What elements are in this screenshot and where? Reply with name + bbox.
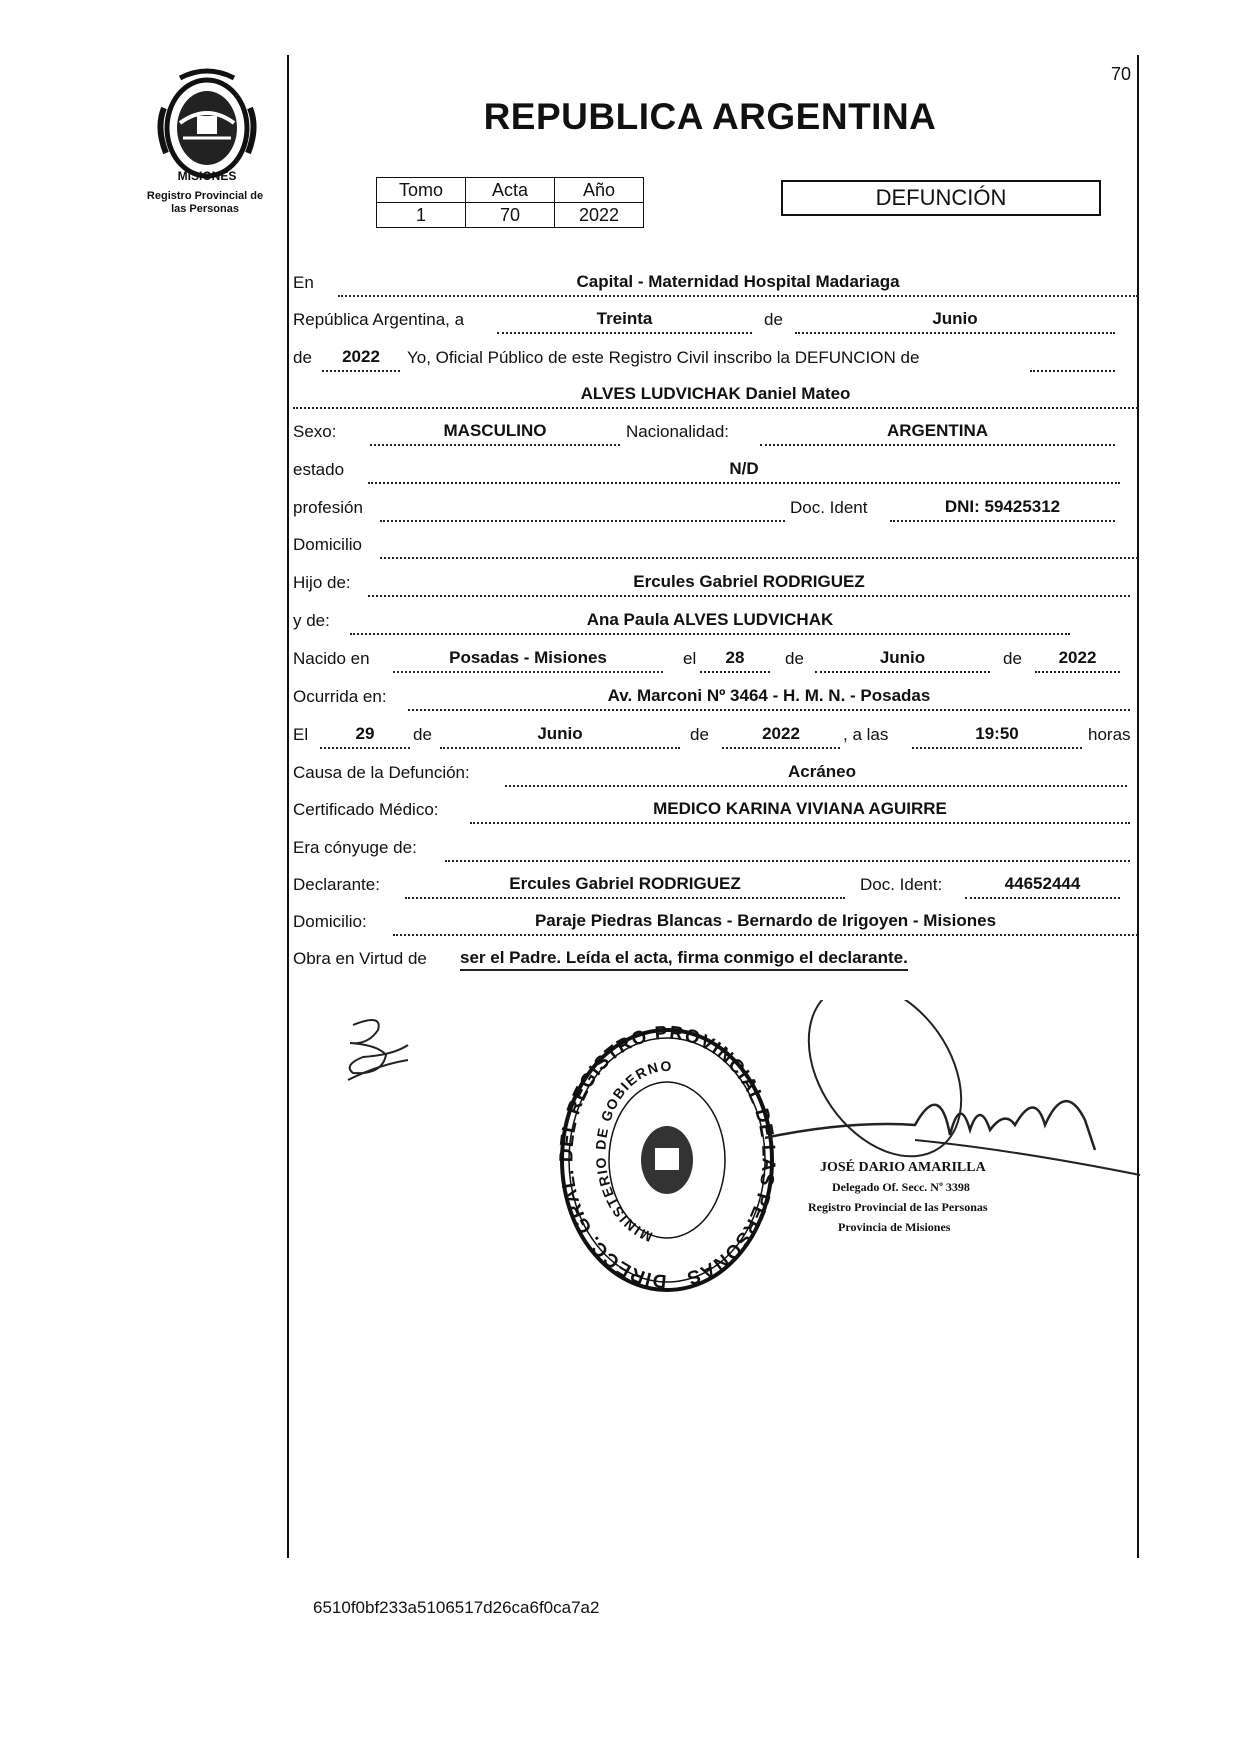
registry-header-acta: Acta [466, 178, 555, 203]
civil-status-value: N/D [729, 459, 759, 478]
dotted-line [370, 444, 620, 446]
declarant-signature [338, 1015, 418, 1095]
left-margin-rule [287, 55, 289, 1558]
dotted-line [320, 747, 410, 749]
death-time-value: 19:50 [975, 724, 1019, 743]
dotted-line [380, 520, 785, 522]
dotted-line [393, 934, 1138, 936]
dotted-line [440, 747, 680, 749]
dotted-line [795, 332, 1115, 334]
label-a-las: , a las [843, 725, 889, 744]
death-year-value: 2022 [762, 724, 800, 743]
label-el-death: El [293, 725, 309, 744]
dotted-line [380, 557, 1138, 559]
signatory-title: Delegado Of. Secc. Nº 3398 [832, 1180, 970, 1194]
label-domicilio: Domicilio [293, 535, 362, 554]
label-en: En [293, 273, 314, 292]
official-seal-stamp [555, 1020, 780, 1300]
dotted-line [890, 520, 1115, 522]
label-declarante: Declarante: [293, 875, 380, 894]
year-value: 2022 [342, 347, 380, 366]
label-sexo: Sexo: [293, 422, 337, 441]
label-domicilio-declarant: Domicilio: [293, 912, 367, 931]
month-value: Junio [932, 309, 978, 328]
label-profesion: profesión [293, 498, 363, 517]
registry-table [376, 177, 644, 228]
dotted-line [1030, 370, 1115, 372]
dotted-line [965, 897, 1120, 899]
label-de-death-month: de [413, 725, 432, 744]
logo-lettering: MISIONES [177, 169, 237, 183]
label-de-birth-year: de [1003, 649, 1022, 668]
place-value: Capital - Maternidad Hospital Madariaga [576, 272, 900, 291]
label-estado: estado [293, 460, 345, 479]
statement-text: Yo, Oficial Público de este Registro Civil inscribo la DEFUNCION de [407, 348, 920, 367]
logo-caption-line2: las Personas [171, 203, 239, 215]
declarant-value: Ercules Gabriel RODRIGUEZ [509, 874, 741, 893]
document-title: REPUBLICA ARGENTINA [483, 96, 937, 137]
dotted-line [408, 709, 1130, 711]
registry-header-ano: Año [555, 178, 644, 203]
dotted-line [405, 897, 845, 899]
page-number: 70 [1111, 64, 1132, 84]
registry-header-tomo: Tomo [377, 178, 466, 203]
deceased-name-value: ALVES LUDVICHAK Daniel Mateo [580, 384, 851, 403]
label-y-de: y de: [293, 611, 330, 630]
registry-header-row [377, 178, 644, 203]
label-de-death-year: de [690, 725, 709, 744]
label-ocurrida-en: Ocurrida en: [293, 687, 387, 706]
logo-caption-line1: Registro Provincial de [146, 190, 264, 202]
dotted-line [470, 822, 1130, 824]
misiones-coat-of-arms-logo [150, 68, 265, 188]
death-month-value: Junio [537, 724, 583, 743]
father-value: Ercules Gabriel RODRIGUEZ [633, 572, 865, 591]
birth-day-value: 28 [725, 648, 745, 667]
registry-value-row [377, 203, 644, 228]
label-nacionalidad: Nacionalidad: [626, 422, 730, 441]
mother-value: Ana Paula ALVES LUDVICHAK [586, 610, 834, 629]
label-de-year: de [293, 348, 312, 367]
seal-outer-text: DIRECC. GRAL. DEL REGISTRO PROVINCIAL DE LAS PERSONAS [556, 1022, 779, 1292]
cause-value: Acráneo [787, 762, 857, 781]
dotted-line [760, 444, 1115, 446]
signatory-province: Provincia de Misiones [838, 1220, 951, 1234]
label-de: de [764, 310, 783, 329]
registry-value-acta: 70 [466, 203, 555, 228]
dotted-line [497, 332, 752, 334]
label-republica: República Argentina, a [293, 310, 465, 329]
document-type-box: DEFUNCIÓN [781, 180, 1101, 216]
death-day-value: 29 [355, 724, 375, 743]
label-el: el [683, 649, 697, 668]
dotted-line [700, 671, 770, 673]
dotted-line [350, 633, 1070, 635]
closing-statement: ser el Padre. Leída el acta, firma conmigo el declarante. [460, 948, 908, 971]
day-text-value: Treinta [596, 309, 653, 328]
label-hijo-de: Hijo de: [293, 573, 351, 592]
declarant-address-value: Paraje Piedras Blancas - Bernardo de Irigoyen - Misiones [534, 911, 997, 930]
label-obra-en-virtud: Obra en Virtud de [293, 949, 427, 968]
label-conyuge: Era cónyuge de: [293, 838, 417, 857]
seal-inner-text: MINISTERIO DE GOBIERNO [592, 1057, 673, 1246]
declarant-doc-value: 44652444 [1004, 874, 1081, 893]
dotted-line [505, 785, 1127, 787]
signatory-office: Registro Provincial de las Personas [808, 1200, 988, 1214]
dotted-line [722, 747, 840, 749]
dotted-line [368, 482, 1120, 484]
dotted-line [445, 860, 1130, 862]
label-horas: horas [1088, 725, 1131, 744]
death-place-value: Av. Marconi Nº 3464 - H. M. N. - Posadas [607, 686, 931, 705]
birth-month-value: Junio [879, 648, 926, 667]
label-doc-ident-declarant: Doc. Ident: [860, 875, 943, 894]
label-certificado: Certificado Médico: [293, 800, 439, 819]
birth-year-value: 2022 [1058, 648, 1097, 667]
dotted-line [815, 671, 990, 673]
signatory-name: JOSÉ DARIO AMARILLA [820, 1160, 986, 1175]
registry-value-ano: 2022 [555, 203, 644, 228]
registry-value-tomo: 1 [377, 203, 466, 228]
document-hash: 6510f0bf233a5106517d26ca6f0ca7a2 [313, 1598, 600, 1617]
nationality-value: ARGENTINA [886, 421, 989, 440]
label-de-birth-month: de [785, 649, 804, 668]
doc-ident-value: DNI: 59425312 [944, 497, 1061, 516]
sex-value: MASCULINO [443, 421, 547, 440]
logo-caption [125, 190, 285, 216]
birth-place-value: Posadas - Misiones [449, 648, 607, 667]
dotted-line [368, 595, 1130, 597]
dotted-line [322, 370, 400, 372]
dotted-line [338, 295, 1138, 297]
doctor-value: MEDICO KARINA VIVIANA AGUIRRE [653, 799, 947, 818]
dotted-line [912, 747, 1082, 749]
label-nacido-en: Nacido en [293, 649, 370, 668]
dotted-line [1035, 671, 1120, 673]
dotted-line [393, 671, 663, 673]
label-doc-ident: Doc. Ident [790, 498, 868, 517]
label-causa: Causa de la Defunción: [293, 763, 470, 782]
dotted-line [293, 407, 1138, 409]
